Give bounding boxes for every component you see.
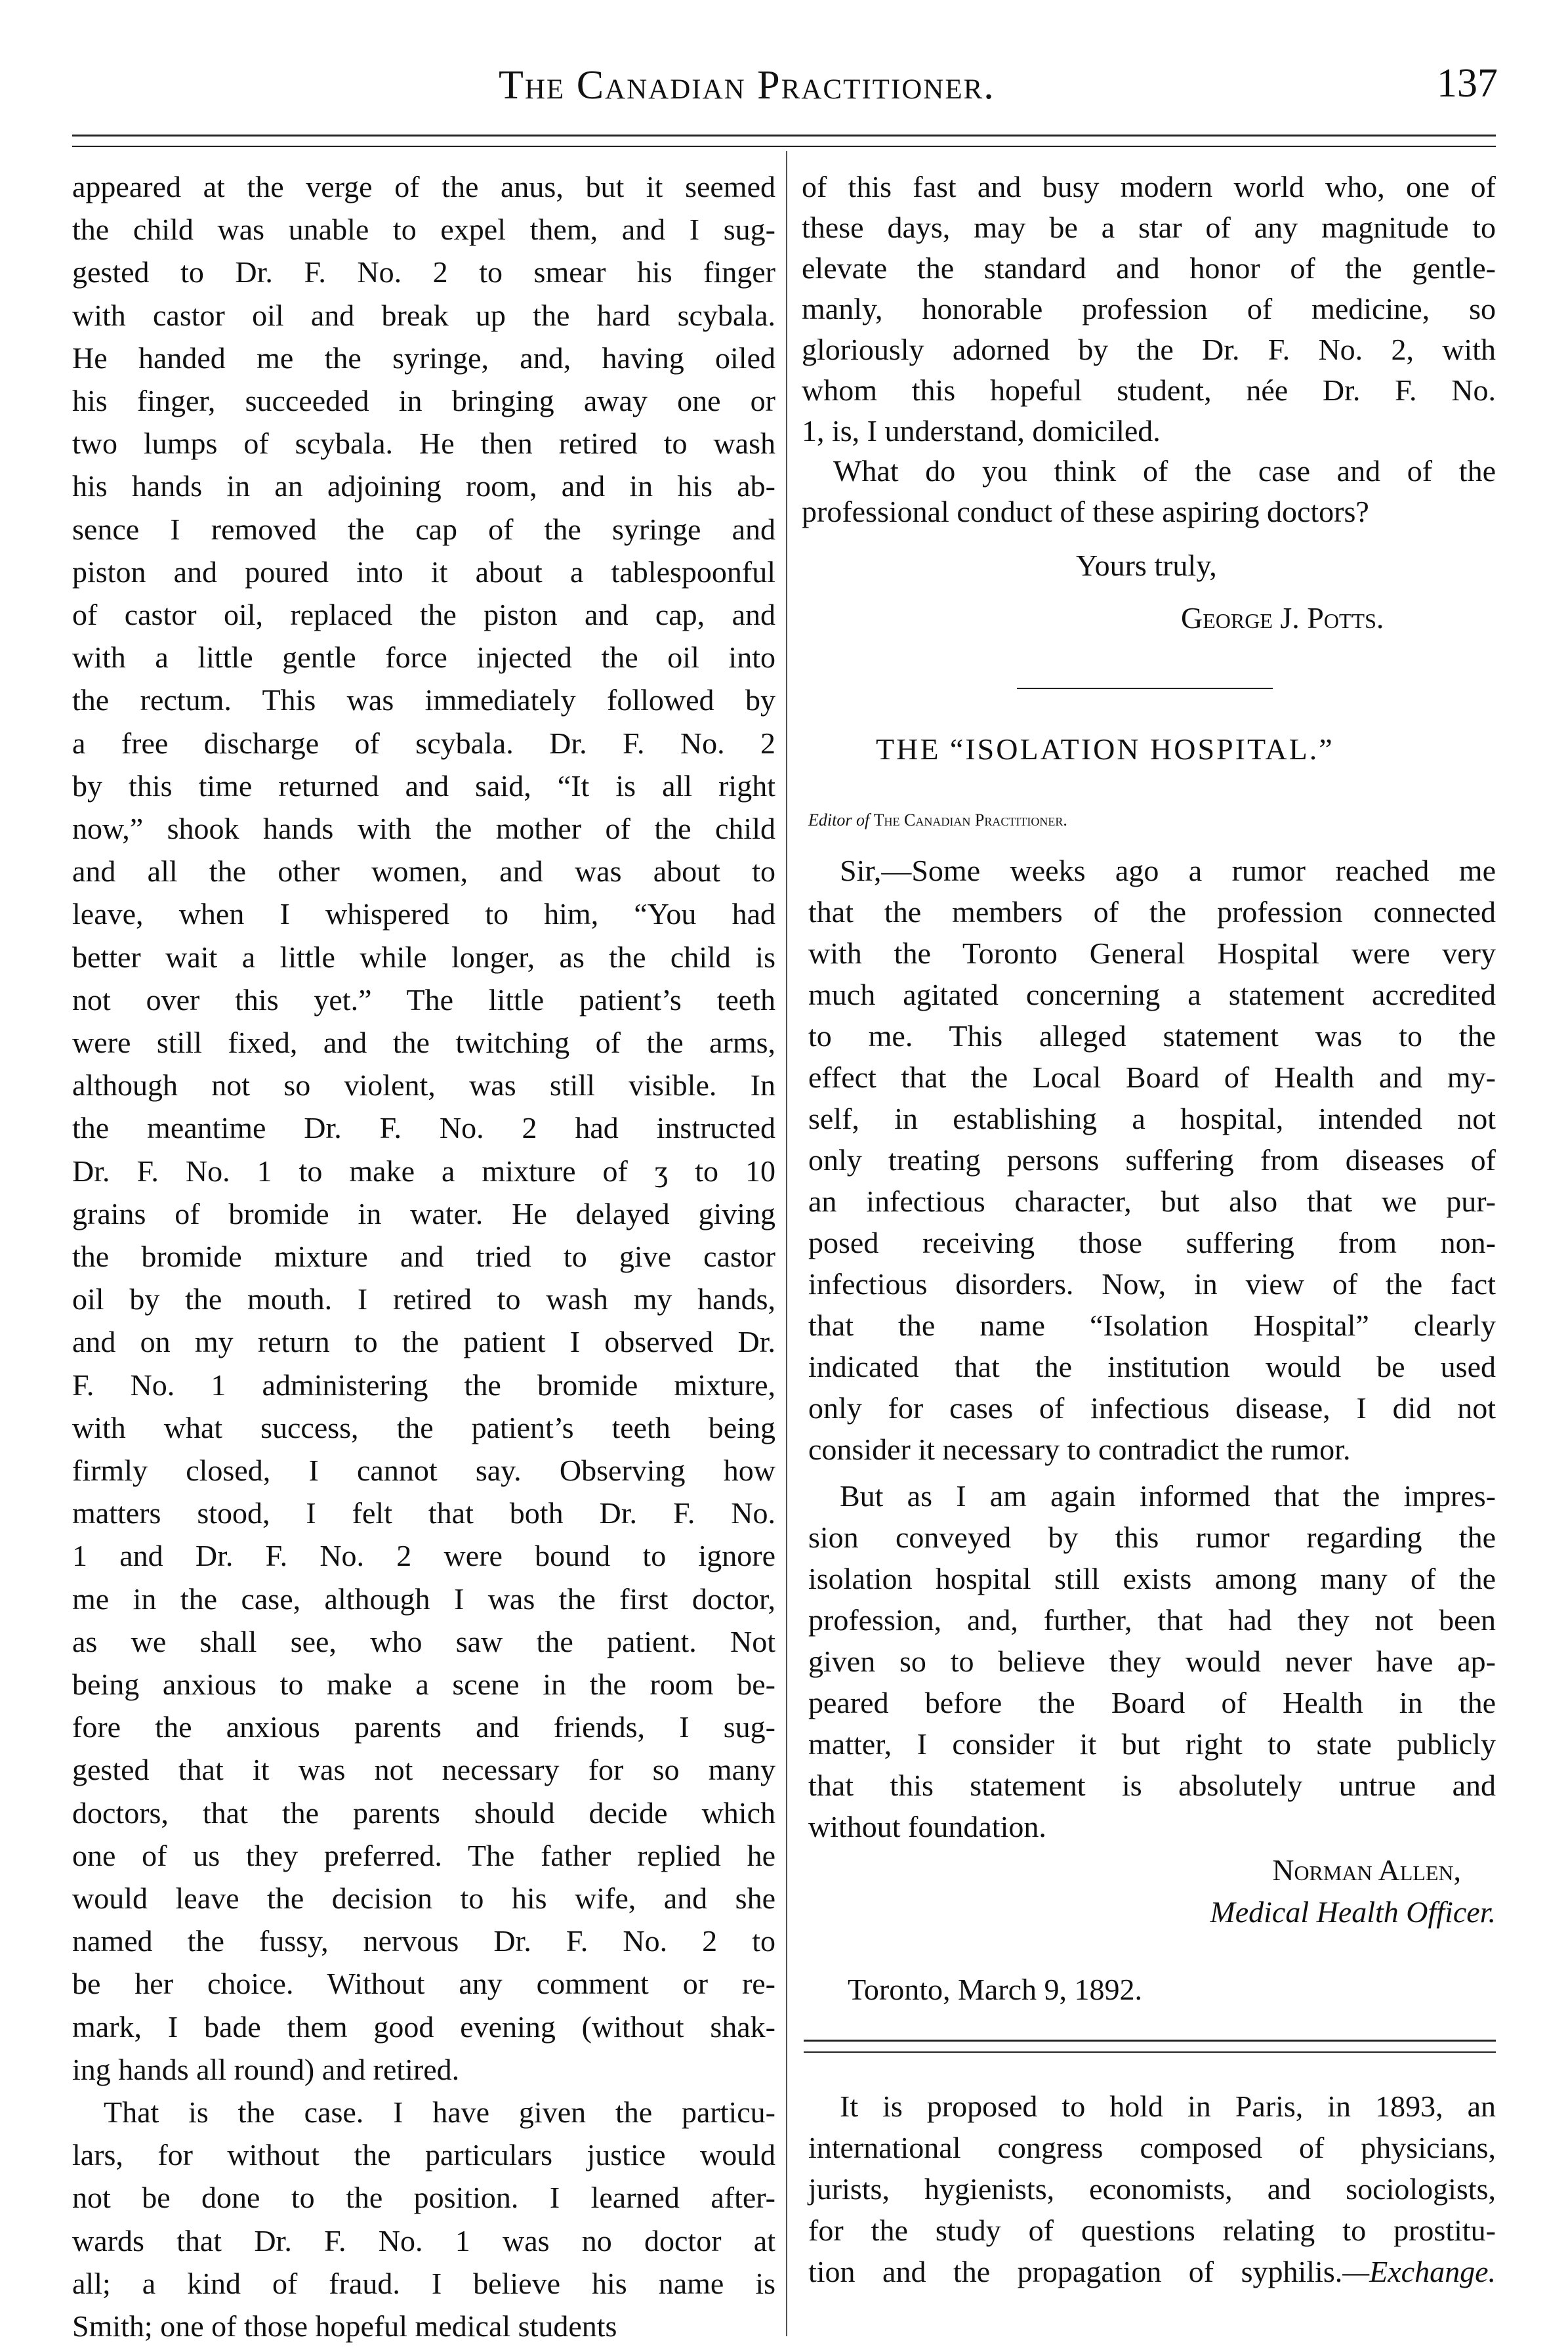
header-rule-top <box>72 135 1496 136</box>
page-number: 137 <box>1437 61 1498 106</box>
letter-paragraph-1-line: self, in establishing a hospital, intended not <box>808 1102 1496 1135</box>
left-paragraph-2-line: not be done to the position. I learned after- <box>72 2181 775 2215</box>
left-paragraph-1-line: his finger, succeeded in bringing away one or <box>72 384 775 417</box>
left-paragraph-1-line: piston and poured into it about a tablespoonful <box>72 555 775 589</box>
letter-paragraph-2-line: without foundation. <box>808 1810 1046 1843</box>
left-paragraph-1-line: the bromide mixture and tried to give castor <box>72 1240 775 1273</box>
letter-paragraph-2-line: But as I am again informed that the impres- <box>840 1479 1496 1513</box>
left-paragraph-1-line: named the fussy, nervous Dr. F. No. 2 to <box>72 1924 775 1958</box>
left-paragraph-1-line: sence I removed the cap of the syringe and <box>72 512 775 546</box>
letter-paragraph-1-line: only for cases of infectious disease, I did not <box>808 1391 1496 1425</box>
left-paragraph-1-line: Dr. F. No. 1 to make a mixture of ʒ to 10 <box>72 1154 775 1188</box>
notice-line: international congress composed of physicians, <box>808 2131 1496 2164</box>
letter-paragraph-2-line: profession, and, further, that had they not been <box>808 1603 1496 1637</box>
letter-paragraph-1-line: with the Toronto General Hospital were very <box>808 936 1496 970</box>
left-paragraph-1-line: and on my return to the patient I observed Dr. <box>72 1325 775 1359</box>
left-paragraph-1-line: the meantime Dr. F. No. 2 had instructed <box>72 1111 775 1145</box>
right-paragraph-1-line: of this fast and busy modern world who, one of <box>802 170 1496 203</box>
right-paragraph-1-line: elevate the standard and honor of the gentle- <box>802 251 1496 285</box>
left-paragraph-1-line: as we shall see, who saw the patient. Not <box>72 1624 775 1658</box>
letter-paragraph-1-line: that the members of the profession connected <box>808 895 1496 929</box>
letter-paragraph-1-line: an infectious character, but also that we pur- <box>808 1185 1496 1218</box>
notice-source: —Exchange. <box>1342 2255 1496 2288</box>
right-paragraph-1-line: gloriously adorned by the Dr. F. No. 2, with <box>802 333 1496 366</box>
left-paragraph-1-line: with a little gentle force injected the oil into <box>72 640 775 675</box>
left-paragraph-1-line: gested that it was not necessary for so many <box>72 1753 775 1787</box>
notice-rule-bottom <box>804 2051 1496 2053</box>
left-paragraph-1-line: being anxious to make a scene in the room be- <box>72 1668 775 1701</box>
left-paragraph-1-line: fore the anxious parents and friends, I sug- <box>72 1710 775 1744</box>
left-paragraph-1-line: two lumps of scybala. He then retired to wash <box>72 427 775 461</box>
notice-rule-top <box>804 2040 1496 2042</box>
letter-paragraph-2-line: isolation hospital still exists among many of the <box>808 1562 1496 1595</box>
left-paragraph-1-line: would leave the decision to his wife, and she <box>72 1881 775 1915</box>
left-paragraph-1-line: ing hands all round) and retired. <box>72 2052 460 2086</box>
letter-paragraph-1-line: posed receiving those suffering from non- <box>808 1226 1496 1259</box>
notice-line: It is proposed to hold in Paris, in 1893, an <box>840 2090 1496 2123</box>
letter-date: Toronto, March 9, 1892. <box>848 1973 1143 2006</box>
left-paragraph-1-line: firmly closed, I cannot say. Observing how <box>72 1454 775 1487</box>
letter-paragraph-1-line: to me. This alleged statement was to the <box>808 1019 1496 1053</box>
left-paragraph-1-line: mark, I bade them good evening (without shak- <box>72 2009 775 2044</box>
column-divider <box>786 151 787 2336</box>
letter-paragraph-1-line: indicated that the institution would be used <box>808 1350 1496 1383</box>
left-paragraph-1-line: He handed me the syringe, and, having oiled <box>72 341 775 375</box>
left-paragraph-1-line: me in the case, although I was the first doctor, <box>72 1582 775 1616</box>
addressee-prefix: Editor of <box>808 810 870 830</box>
letter-paragraph-2-line: given so to believe they would never have ap- <box>808 1645 1496 1678</box>
left-paragraph-1-line: a free discharge of scybala. Dr. F. No. 2 <box>72 726 775 760</box>
right-paragraph-1-line: 1, is, I understand, domiciled. <box>802 414 1161 448</box>
left-paragraph-1-line: with castor oil and break up the hard scybala. <box>72 298 775 332</box>
addressee-journal: The Canadian Practitioner. <box>873 810 1067 830</box>
notice-line: tion and the propagation of syphilis.—Exchange. <box>808 2255 1496 2288</box>
left-paragraph-1-line: one of us they preferred. The father replied he <box>72 1838 775 1872</box>
journal-title: The Canadian Practitioner. <box>499 63 995 108</box>
letter-paragraph-2-line: that this statement is absolutely untrue and <box>808 1769 1496 1802</box>
left-paragraph-1-line: the rectum. This was immediately followed by <box>72 683 775 717</box>
signature: George J. Potts. <box>1181 601 1384 635</box>
letter-paragraph-1-line: effect that the Local Board of Health and my- <box>808 1060 1496 1094</box>
left-paragraph-1-line: be her choice. Without any comment or re- <box>72 1967 775 2001</box>
header-rule-bottom <box>72 146 1496 147</box>
left-paragraph-1-line: leave, when I whispered to him, “You had <box>72 897 775 931</box>
right-paragraph-1-line: these days, may be a star of any magnitude to <box>802 211 1496 244</box>
left-paragraph-1-line: although not so violent, was still visible. In <box>72 1068 775 1102</box>
letter-paragraph-2-line: matter, I consider it but right to state publicly <box>808 1727 1496 1761</box>
letter-paragraph-1-line: much agitated concerning a statement accredited <box>808 978 1496 1011</box>
left-paragraph-1-line: doctors, that the parents should decide which <box>72 1796 775 1830</box>
left-paragraph-1-line: not over this yet.” The little patient’s teeth <box>72 982 775 1017</box>
left-paragraph-1-line: better wait a little while longer, as the child is <box>72 940 775 974</box>
left-paragraph-2-line: That is the case. I have given the particu- <box>104 2095 775 2129</box>
letter-paragraph-1-line: consider it necessary to contradict the rumor. <box>808 1433 1351 1466</box>
section-rule <box>1017 688 1273 689</box>
left-paragraph-1-line: the child was unable to expel them, and I sug- <box>72 213 775 247</box>
letter-paragraph-2-line: peared before the Board of Health in the <box>808 1686 1496 1719</box>
letter-paragraph-2-line: sion conveyed by this rumor regarding the <box>808 1521 1496 1554</box>
addressee <box>808 801 1067 840</box>
right-paragraph-1-line: manly, honorable profession of medicine, so <box>802 292 1496 326</box>
left-paragraph-1-line: were still fixed, and the twitching of the arms, <box>72 1026 775 1059</box>
letter-paragraph-1-line: only treating persons suffering from diseases of <box>808 1143 1496 1177</box>
left-paragraph-1-line: and all the other women, and was about to <box>72 854 775 889</box>
letter-signature-title: Medical Health Officer. <box>1210 1895 1496 1929</box>
left-paragraph-1-line: oil by the mouth. I retired to wash my hands, <box>72 1282 775 1316</box>
right-paragraph-2-line: professional conduct of these aspiring doctors? <box>802 495 1369 528</box>
left-paragraph-2-line: Smith; one of those hopeful medical students <box>72 2309 617 2343</box>
left-paragraph-1-line: grains of bromide in water. He delayed giving <box>72 1196 775 1230</box>
letter-paragraph-1-line: infectious disorders. Now, in view of the fact <box>808 1267 1496 1301</box>
left-paragraph-2-line: wards that Dr. F. No. 1 was no doctor at <box>72 2223 775 2258</box>
left-paragraph-1-line: appeared at the verge of the anus, but it seemed <box>72 170 775 203</box>
notice-line: for the study of questions relating to prostitu- <box>808 2214 1496 2247</box>
left-paragraph-1-line: 1 and Dr. F. No. 2 were bound to ignore <box>72 1539 775 1573</box>
left-paragraph-1-line: of castor oil, replaced the piston and cap, and <box>72 598 775 631</box>
left-paragraph-2-line: all; a kind of fraud. I believe his name is <box>72 2266 775 2300</box>
letter-signature: Norman Allen, <box>1272 1853 1461 1887</box>
letter-paragraph-1-line: that the name “Isolation Hospital” clearly <box>808 1309 1496 1342</box>
left-paragraph-1-line: F. No. 1 administering the bromide mixture, <box>72 1368 775 1402</box>
left-paragraph-1-line: now,” shook hands with the mother of the child <box>72 812 775 845</box>
left-paragraph-1-line: with what success, the patient’s teeth being <box>72 1410 775 1444</box>
letter-paragraph-1-line: Sir,—Some weeks ago a rumor reached me <box>840 854 1496 887</box>
right-paragraph-2-line: What do you think of the case and of the <box>833 454 1496 488</box>
left-paragraph-2-line: lars, for without the particulars justice would <box>72 2138 775 2172</box>
article-title: THE “ISOLATION HOSPITAL.” <box>876 732 1334 766</box>
left-paragraph-1-line: by this time returned and said, “It is all right <box>72 768 775 803</box>
right-paragraph-1-line: whom this hopeful student, née Dr. F. No. <box>802 373 1496 407</box>
notice-line: jurists, hygienists, economists, and sociologists, <box>808 2172 1496 2206</box>
left-paragraph-1-line: matters stood, I felt that both Dr. F. No. <box>72 1496 775 1530</box>
left-paragraph-1-line: gested to Dr. F. No. 2 to smear his finger <box>72 255 775 289</box>
closing: Yours truly, <box>1076 549 1217 582</box>
left-paragraph-1-line: his hands in an adjoining room, and in his ab- <box>72 469 775 503</box>
